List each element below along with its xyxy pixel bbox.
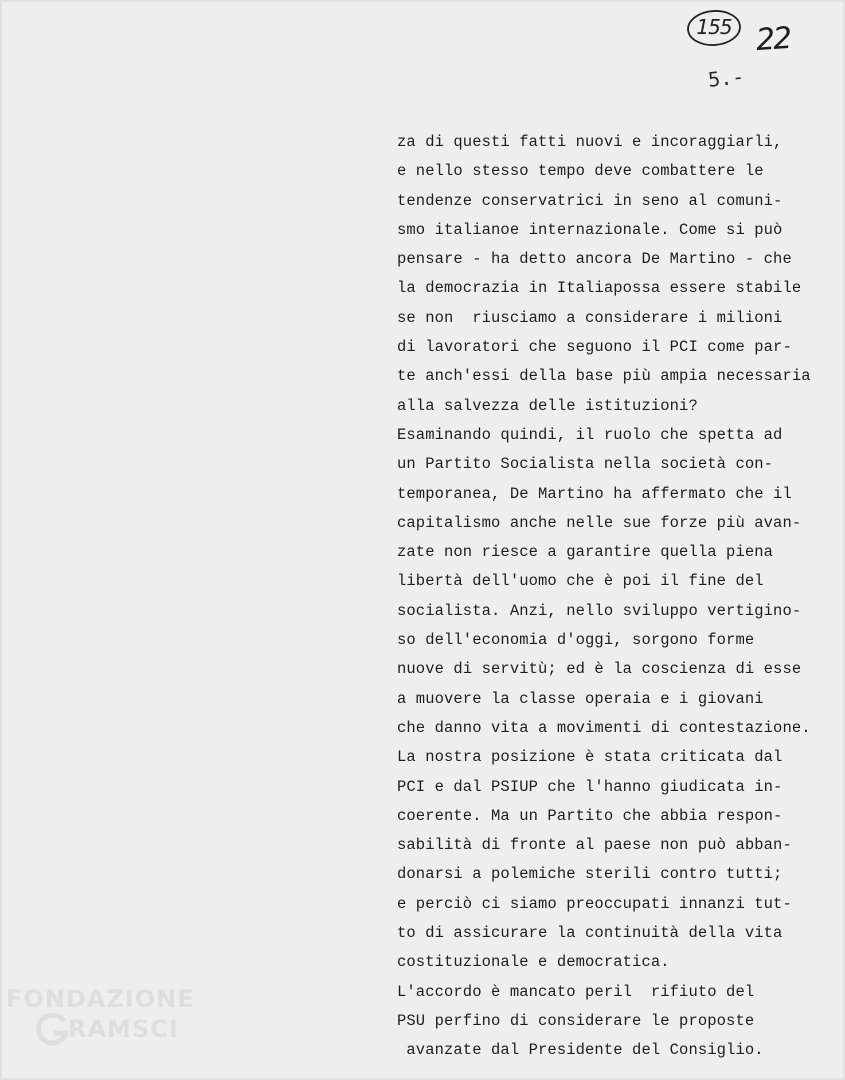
text-line: temporanea, De Martino ha affermato che il xyxy=(397,484,792,503)
watermark-line-2: RAMSCI xyxy=(68,1015,179,1043)
text-line: L'accordo è mancato peril rifiuto del xyxy=(397,982,755,1001)
text-line: so dell'economia d'oggi, sorgono forme xyxy=(397,631,755,650)
text-line: a muovere la classe operaia e i giovani xyxy=(397,689,764,708)
text-line: smo italianoe internazionale. Come si può xyxy=(397,220,783,239)
text-line: za di questi fatti nuovi e incoraggiarli, xyxy=(397,133,783,151)
text-line: di lavoratori che seguono il PCI come par- xyxy=(397,338,792,357)
circled-page-number xyxy=(686,8,742,48)
text-line: la democrazia in Italiapossa essere stabile xyxy=(397,279,802,298)
text-line: zate non riesce a garantire quella piena xyxy=(397,543,774,562)
text-line: sabilità di fronte al paese non può abban- xyxy=(397,836,792,855)
text-line: socialista. Anzi, nello sviluppo vertigino- xyxy=(397,601,802,620)
text-line: te anch'essi della base più ampia necessaria xyxy=(397,367,811,386)
watermark-line-1: FONDAZIONE xyxy=(6,985,195,1013)
text-line: PCI e dal PSIUP che l'hanno giudicata in- xyxy=(397,777,783,796)
text-line: avanzate dal Presidente del Consiglio. xyxy=(397,1041,764,1060)
text-line: che danno vita a movimenti di contestazione. xyxy=(397,718,811,737)
page-number-label: 155 xyxy=(696,15,732,39)
text-line: donarsi a polemiche sterili contro tutti; xyxy=(397,865,783,884)
fondazione-gramsci-watermark xyxy=(6,985,216,1075)
text-line: Esaminando quindi, il ruolo che spetta ad xyxy=(397,425,783,444)
text-line: coerente. Ma un Partito che abbia respon- xyxy=(397,806,783,825)
text-line: pensare - ha detto ancora De Martino - che xyxy=(397,250,792,269)
text-line: tendenze conservatrici in seno al comuni- xyxy=(397,191,783,210)
gramsci-g-logo-icon xyxy=(36,1013,70,1047)
sheet-number-mark: 5.- xyxy=(706,64,746,92)
text-line: costituzionale e democratica. xyxy=(397,953,670,972)
text-line: alla salvezza delle istituzioni? xyxy=(397,396,698,415)
text-line: e nello stesso tempo deve combattere le xyxy=(397,162,764,181)
text-line: capitalismo anche nelle sue forze più avan- xyxy=(397,513,802,532)
text-line: PSU perfino di considerare le proposte xyxy=(397,1011,755,1030)
text-line: La nostra posizione è stata criticata dal xyxy=(397,748,783,767)
text-line: e perciò ci siamo preoccupati innanzi tut- xyxy=(397,894,792,913)
typewritten-body-text xyxy=(397,128,842,1066)
text-line: un Partito Socialista nella società con- xyxy=(397,455,774,474)
text-line: se non riusciamo a considerare i milioni xyxy=(397,308,783,327)
text-line: nuove di servitù; ed è la coscienza di esse xyxy=(397,660,802,679)
text-line: to di assicurare la continuità della vita xyxy=(397,924,783,943)
handwritten-folio-number: 22 xyxy=(754,20,792,59)
text-line: libertà dell'uomo che è poi il fine del xyxy=(397,572,764,591)
